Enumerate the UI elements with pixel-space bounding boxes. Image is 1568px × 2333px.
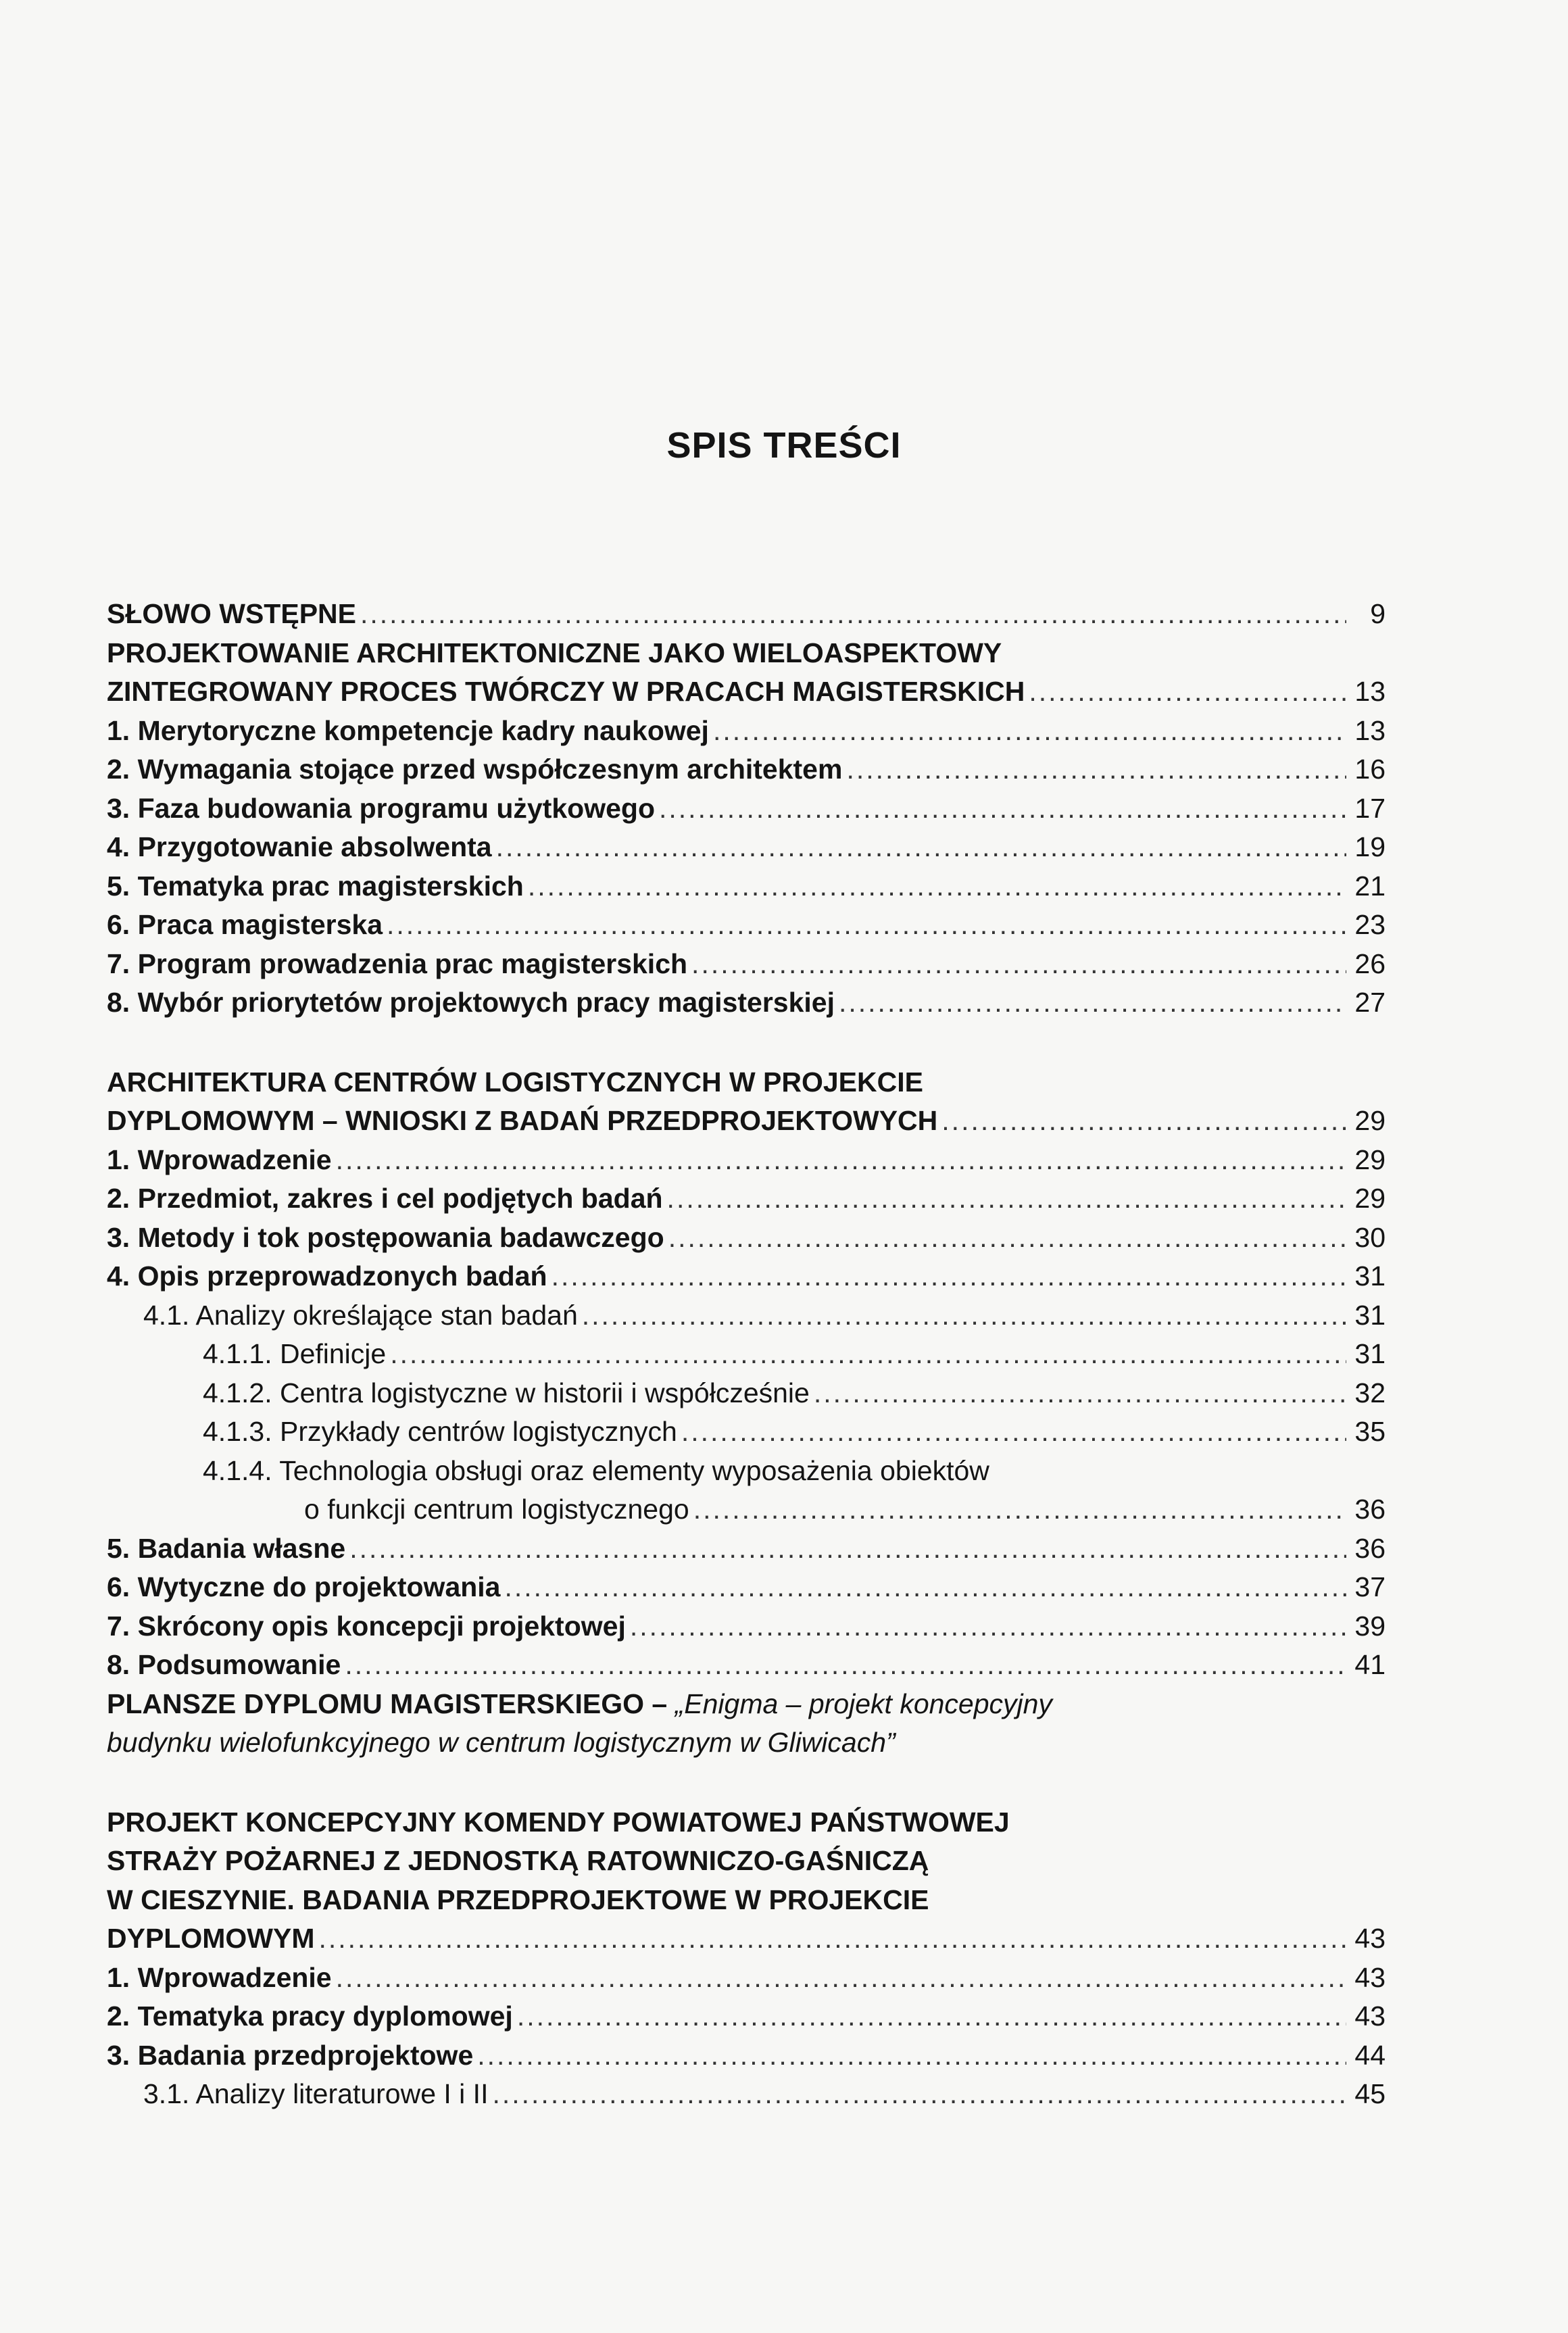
toc-entry: STRAŻY POŻARNEJ Z JEDNOSTKĄ RATOWNICZO-GAŚNICZĄ xyxy=(107,1845,929,1876)
toc-entry xyxy=(107,2075,1386,2114)
dot-leader xyxy=(505,1568,1347,1607)
toc-entry xyxy=(107,1685,1386,1724)
toc-entry-label: 8. Podsumowanie xyxy=(107,1649,341,1680)
toc-entry-page: 9 xyxy=(1370,598,1386,629)
toc-entry xyxy=(107,1335,1386,1374)
toc-entry xyxy=(107,1490,1386,1529)
toc-entry: ARCHITEKTURA CENTRÓW LOGISTYCZNYCH W PROJEKCIE xyxy=(107,1066,923,1098)
dot-leader xyxy=(941,1102,1346,1141)
toc-entry xyxy=(107,945,1386,984)
toc-entry xyxy=(107,1179,1386,1219)
toc-entry-page: 29 xyxy=(1354,1144,1386,1175)
toc-entry-page: 13 xyxy=(1354,676,1386,707)
dot-leader xyxy=(681,1413,1346,1452)
toc-entry-label: SŁOWO WSTĘPNE xyxy=(107,598,356,629)
toc-entry-page: 43 xyxy=(1354,1923,1386,1954)
toc-entry xyxy=(107,1102,1386,1141)
toc-entry-label: DYPLOMOWYM – WNIOSKI Z BADAŃ PRZEDPROJEKTOWYCH xyxy=(107,1105,938,1136)
toc-entry-page: 44 xyxy=(1354,2039,1386,2071)
dot-leader xyxy=(477,2036,1346,2076)
toc-entry xyxy=(107,906,1386,945)
dot-leader xyxy=(668,1219,1346,1258)
toc-entry xyxy=(107,595,1386,634)
dot-leader xyxy=(336,1141,1346,1180)
toc-entry-label: 2. Przedmiot, zakres i cel podjętych badań xyxy=(107,1183,663,1214)
toc-entry-label: 6. Wytyczne do projektowania xyxy=(107,1571,501,1602)
toc-entry-page: 37 xyxy=(1354,1571,1386,1602)
dot-leader xyxy=(349,1529,1346,1569)
section-gap xyxy=(107,1763,1386,1803)
toc-entry-page: 31 xyxy=(1354,1338,1386,1369)
toc-entry xyxy=(107,1646,1386,1685)
dot-leader xyxy=(839,983,1346,1023)
toc-entry xyxy=(107,1919,1386,1959)
dot-leader xyxy=(814,1374,1346,1413)
dot-leader xyxy=(630,1607,1346,1646)
toc-entry: 4.1.4. Technologia obsługi oraz elementy wyposażenia obiektów xyxy=(203,1454,989,1486)
toc-entry-label: 4.1.3. Przykłady centrów logistycznych xyxy=(203,1416,677,1447)
toc-entry xyxy=(107,789,1386,829)
toc-entry: PROJEKTOWANIE ARCHITEKTONICZNE JAKO WIELOASPEKTOWY xyxy=(107,637,1002,668)
dot-leader xyxy=(667,1179,1346,1219)
dot-leader xyxy=(492,2075,1346,2114)
dot-leader xyxy=(336,1959,1346,1998)
toc-entry-page: 41 xyxy=(1354,1649,1386,1680)
toc-entry-label: 5. Badania własne xyxy=(107,1532,346,1564)
toc-entry-page: 32 xyxy=(1354,1377,1386,1408)
toc-entry-page: 45 xyxy=(1354,2078,1386,2109)
toc-entry-label: 4. Przygotowanie absolwenta xyxy=(107,831,492,862)
toc-entry xyxy=(107,1296,1386,1335)
toc-entry-page: 29 xyxy=(1354,1183,1386,1214)
section-gap xyxy=(107,1023,1386,1063)
dot-leader xyxy=(496,828,1346,867)
table-of-contents xyxy=(107,595,1386,2114)
toc-entry-label: 3. Badania przedprojektowe xyxy=(107,2039,474,2071)
dot-leader xyxy=(846,750,1346,789)
dot-leader xyxy=(582,1296,1346,1335)
toc-entry-page: 30 xyxy=(1354,1221,1386,1253)
dot-leader xyxy=(528,867,1346,906)
toc-entry xyxy=(107,1219,1386,1258)
toc-entry: PROJEKT KONCEPCYJNY KOMENDY POWIATOWEJ PAŃSTWOWEJ xyxy=(107,1806,1010,1838)
toc-entry-label: PLANSZE DYPLOMU MAGISTERSKIEGO – xyxy=(107,1688,668,1719)
toc-entry: W CIESZYNIE. BADANIA PRZEDPROJEKTOWE W PROJEKCIE xyxy=(107,1884,929,1915)
dot-leader xyxy=(713,712,1346,751)
toc-entry-label: 4.1. Analizy określające stan badań xyxy=(143,1299,578,1331)
toc-entry-label: 3. Metody i tok postępowania badawczego xyxy=(107,1221,664,1253)
toc-entry: budynku wielofunkcyjnego w centrum logistycznym w Gliwicach” xyxy=(107,1727,896,1758)
toc-entry-page: 29 xyxy=(1354,1105,1386,1136)
dot-leader xyxy=(387,906,1346,945)
toc-entry xyxy=(107,1529,1386,1569)
toc-entry-label: 2. Tematyka pracy dyplomowej xyxy=(107,2000,513,2032)
toc-entry xyxy=(107,1413,1386,1452)
dot-leader xyxy=(318,1919,1346,1959)
toc-entry xyxy=(107,672,1386,712)
toc-entry xyxy=(107,1141,1386,1180)
toc-entry xyxy=(107,828,1386,867)
toc-entry-page: 43 xyxy=(1354,2000,1386,2032)
toc-entry-label: 7. Program prowadzenia prac magisterskich xyxy=(107,948,688,979)
toc-entry-label: 3.1. Analizy literaturowe I i II xyxy=(143,2078,489,2109)
toc-entry-label: o funkcji centrum logistycznego xyxy=(304,1494,689,1525)
toc-entry-label: ZINTEGROWANY PROCES TWÓRCZY W PRACACH MAGISTERSKICH xyxy=(107,676,1025,707)
toc-entry xyxy=(107,1257,1386,1296)
toc-entry xyxy=(107,712,1386,751)
dot-leader xyxy=(360,595,1346,634)
toc-entry-page: 36 xyxy=(1354,1494,1386,1525)
toc-entry-page: 35 xyxy=(1354,1416,1386,1447)
toc-entry-page: 21 xyxy=(1354,870,1386,902)
toc-entry-page: 17 xyxy=(1354,792,1386,824)
dot-leader xyxy=(345,1646,1346,1685)
toc-entry-page: 31 xyxy=(1354,1299,1386,1331)
toc-entry-label: 6. Praca magisterska xyxy=(107,909,383,940)
toc-entry xyxy=(107,2036,1386,2076)
toc-entry-label: 1. Wprowadzenie xyxy=(107,1144,332,1175)
dot-leader xyxy=(691,945,1346,984)
toc-entry-page: 31 xyxy=(1354,1260,1386,1292)
toc-entry xyxy=(107,983,1386,1023)
toc-entry xyxy=(107,1607,1386,1646)
toc-entry-label: 1. Merytoryczne kompetencje kadry naukowej xyxy=(107,714,709,746)
toc-entry-subtitle: „Enigma – projekt koncepcyjny xyxy=(675,1688,1052,1719)
toc-entry-page: 26 xyxy=(1354,948,1386,979)
toc-entry xyxy=(107,750,1386,789)
dot-leader xyxy=(517,1997,1346,2036)
toc-entry-page: 16 xyxy=(1354,754,1386,785)
toc-entry xyxy=(107,1568,1386,1607)
dot-leader xyxy=(1029,672,1346,712)
toc-entry xyxy=(107,1959,1386,1998)
toc-entry-label: 4.1.1. Definicje xyxy=(203,1338,387,1369)
toc-entry xyxy=(107,1997,1386,2036)
dot-leader xyxy=(390,1335,1346,1374)
toc-entry-label: 3. Faza budowania programu użytkowego xyxy=(107,792,655,824)
toc-entry-label: 2. Wymagania stojące przed współczesnym architektem xyxy=(107,754,843,785)
dot-leader xyxy=(552,1257,1346,1296)
toc-entry-label: 1. Wprowadzenie xyxy=(107,1961,332,1993)
dot-leader xyxy=(659,789,1346,829)
toc-entry-page: 27 xyxy=(1354,987,1386,1018)
toc-entry-page: 39 xyxy=(1354,1610,1386,1642)
toc-entry-page: 19 xyxy=(1354,831,1386,862)
toc-entry-label: 4.1.2. Centra logistyczne w historii i współcześnie xyxy=(203,1377,810,1408)
toc-entry xyxy=(107,867,1386,906)
dot-leader xyxy=(693,1490,1346,1529)
toc-entry xyxy=(107,1374,1386,1413)
toc-entry-page: 43 xyxy=(1354,1961,1386,1993)
page-title: SPIS TREŚCI xyxy=(666,425,902,466)
toc-entry-label: 5. Tematyka prac magisterskich xyxy=(107,870,524,902)
toc-entry-label: DYPLOMOWYM xyxy=(107,1923,315,1954)
toc-entry-page: 23 xyxy=(1354,909,1386,940)
toc-entry-page: 36 xyxy=(1354,1532,1386,1564)
toc-entry-label: 4. Opis przeprowadzonych badań xyxy=(107,1260,547,1292)
toc-entry-label: 7. Skrócony opis koncepcji projektowej xyxy=(107,1610,626,1642)
toc-entry-label: 8. Wybór priorytetów projektowych pracy magisterskiej xyxy=(107,987,835,1018)
toc-entry-page: 13 xyxy=(1354,714,1386,746)
